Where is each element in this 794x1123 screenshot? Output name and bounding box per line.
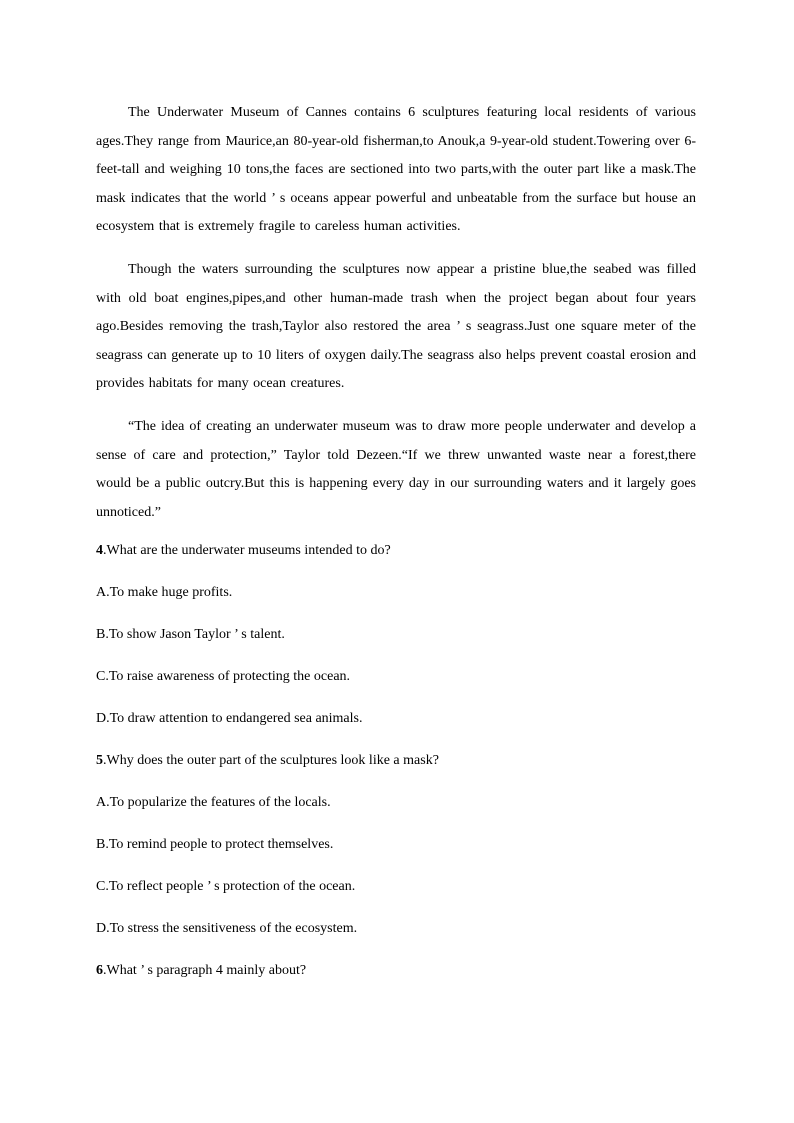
question-5 bbox=[96, 751, 696, 939]
question-5-number: 5 bbox=[96, 753, 103, 769]
question-4 bbox=[96, 541, 696, 729]
document-page bbox=[96, 99, 696, 1003]
question-4-option-a: A.To make huge profits. bbox=[96, 585, 233, 601]
question-6 bbox=[96, 961, 696, 981]
passage-paragraph-2: Though the waters surrounding the sculptures now appear a pristine blue,the seabed was filled with old boat engines,pipes,and other human-made trash when the project began about four years ago.Besides removing the trash,Taylor also restored the area ’ s seagrass.Just one square meter of the seagrass can generate up to 10 liters of oxygen daily.The seagrass also helps prevent coastal erosion and provides habitats for many ocean creatures. bbox=[96, 261, 696, 392]
question-6-stem bbox=[96, 961, 696, 981]
question-4-option-c: C.To raise awareness of protecting the ocean. bbox=[96, 669, 351, 685]
question-5-text: .Why does the outer part of the sculptures look like a mask? bbox=[103, 753, 439, 769]
question-5-stem bbox=[96, 751, 696, 771]
question-4-text: .What are the underwater museums intended to do? bbox=[103, 543, 391, 559]
passage-paragraph-1: The Underwater Museum of Cannes contains 6 sculptures featuring local residents of various ages.They range from Maurice,an 80-year-old fisherman,to Anouk,a 9-year-old student.Towering over 6-feet-tall and weighing 10 tons,the faces are sectioned into two parts,with the outer part like a mask.The mask indicates that the world ’ s oceans appear powerful and unbeatable from the surface but house an ecosystem that is extremely fragile to careless human activities. bbox=[96, 105, 696, 235]
question-5-option-b: B.To remind people to protect themselves. bbox=[96, 837, 334, 853]
question-5-option-a: A.To popularize the features of the locals. bbox=[96, 795, 331, 811]
question-5-option-d: D.To stress the sensitiveness of the ecosystem. bbox=[96, 921, 358, 937]
question-6-number: 6 bbox=[96, 963, 103, 979]
question-5-option-c: C.To reflect people ’ s protection of the ocean. bbox=[96, 879, 356, 895]
question-4-number: 4 bbox=[96, 543, 103, 559]
question-4-stem bbox=[96, 541, 696, 561]
question-6-text: .What ’ s paragraph 4 mainly about? bbox=[103, 963, 307, 979]
passage-paragraph-3: “The idea of creating an underwater museum was to draw more people underwater and develop a sense of care and protection,” Taylor told Dezeen.“If we threw unwanted waste near a forest,there would be a public outcry.But this is happening every day in our surrounding waters and it largely goes unnoticed.” bbox=[96, 418, 696, 520]
question-4-option-b: B.To show Jason Taylor ’ s talent. bbox=[96, 627, 285, 643]
question-4-option-d: D.To draw attention to endangered sea animals. bbox=[96, 711, 363, 727]
